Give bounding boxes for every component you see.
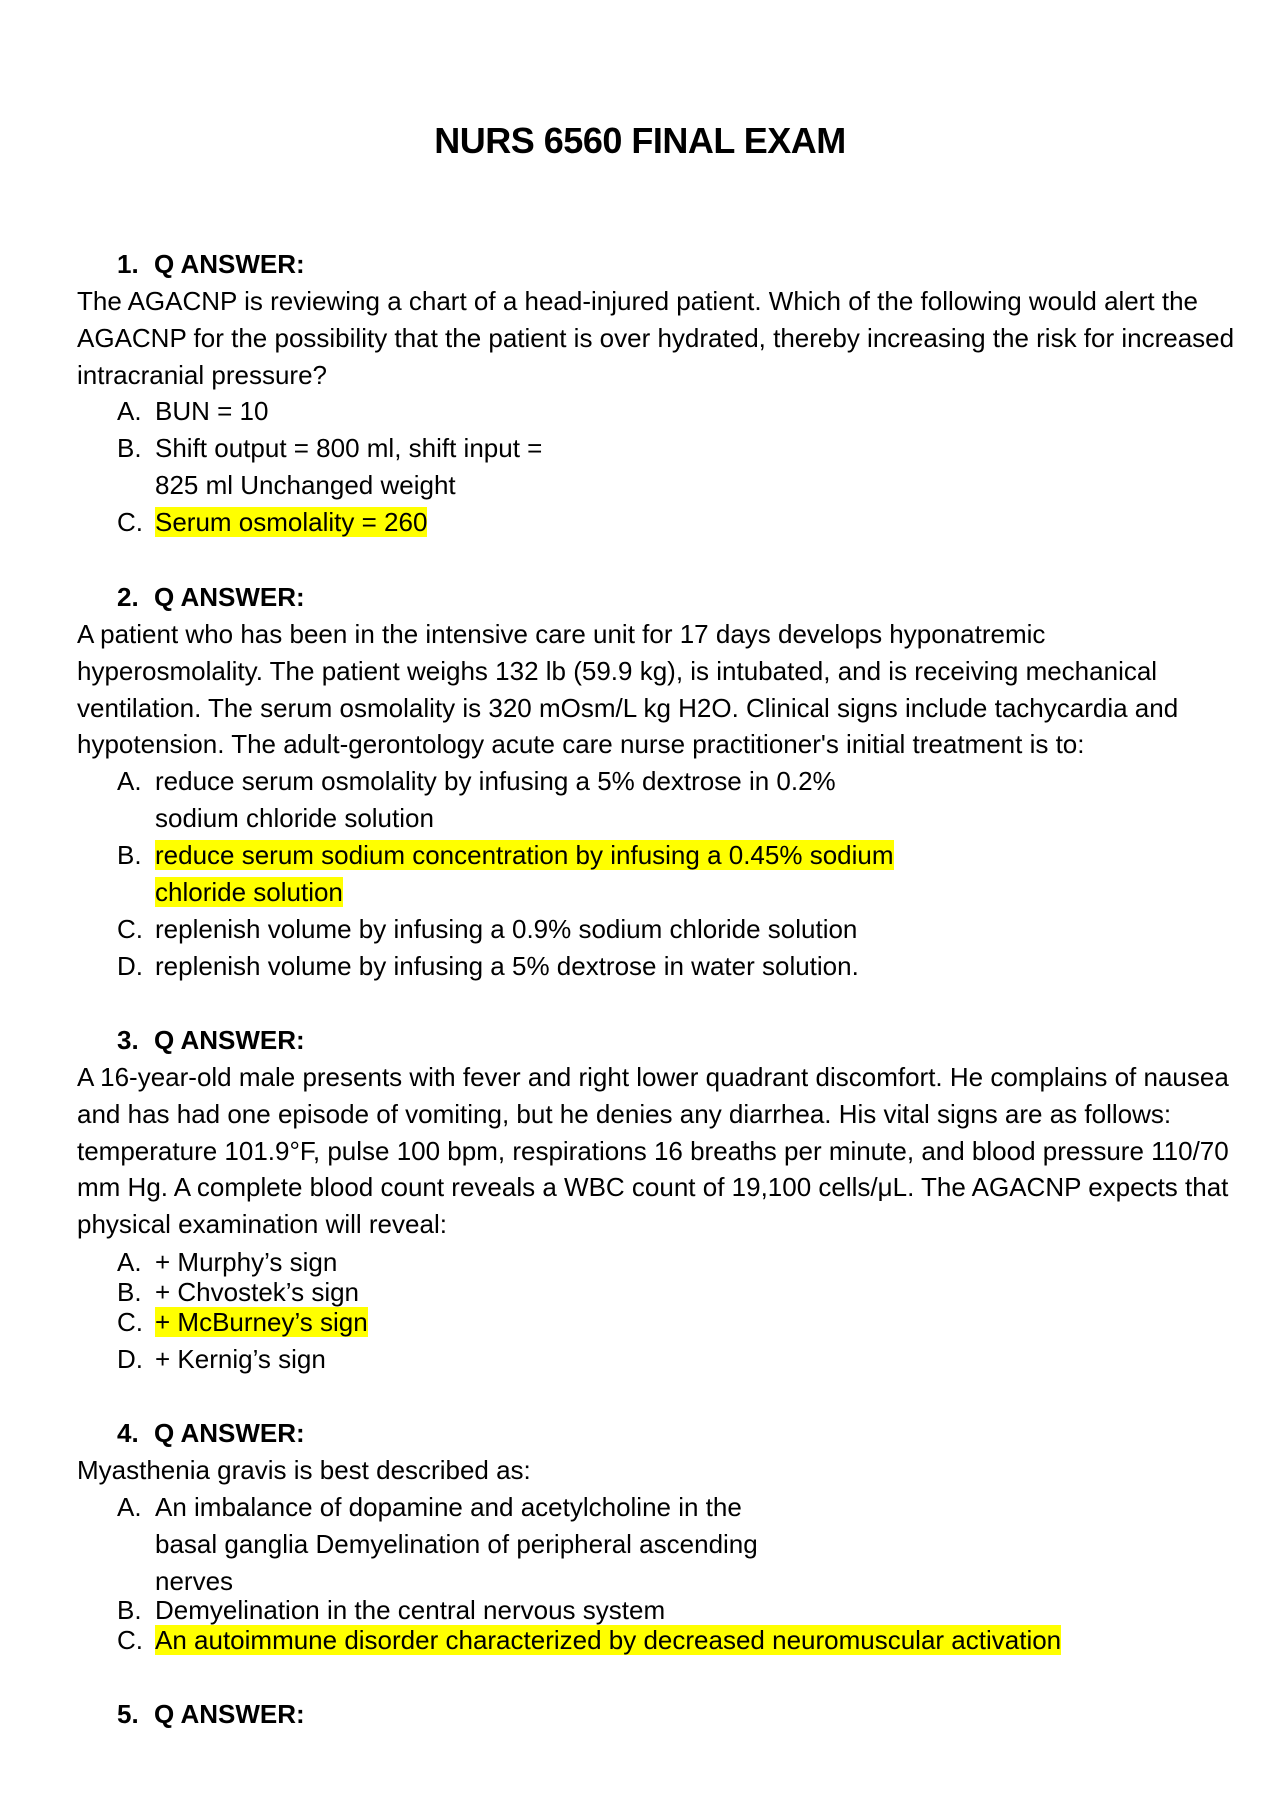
- option-letter: C.: [117, 1307, 143, 1337]
- option-text: + Chvostek’s sign: [155, 1277, 360, 1307]
- option-text: BUN = 10: [155, 396, 269, 426]
- option-text: Demyelination in the central nervous system: [155, 1595, 666, 1625]
- option-text: + Kernig’s sign: [155, 1344, 326, 1374]
- highlighted-answer: + McBurney’s sign: [155, 1307, 368, 1337]
- option-text-line-2: 825 ml Unchanged weight: [155, 469, 456, 500]
- option-text-line-2: sodium chloride solution: [155, 802, 434, 833]
- option-letter: D.: [117, 1344, 143, 1374]
- question-label: Q ANSWER:: [154, 1418, 305, 1448]
- question-number: 4.: [117, 1418, 139, 1448]
- question-4-option-c: [117, 1622, 1217, 1659]
- question-2-option-d: [117, 948, 1217, 985]
- highlighted-answer: reduce serum sodium concentration by infusing a 0.45% sodium: [155, 840, 894, 870]
- question-label: Q ANSWER:: [154, 582, 305, 612]
- question-2-option-a: [117, 763, 1217, 837]
- question-3-option-d: [117, 1341, 1217, 1378]
- option-letter: A.: [117, 1492, 142, 1522]
- option-text: replenish volume by infusing a 0.9% sodium chloride solution: [155, 914, 858, 944]
- highlighted-answer: An autoimmune disorder characterized by decreased neuromuscular activation: [155, 1625, 1062, 1655]
- question-label: Q ANSWER:: [154, 1025, 305, 1055]
- option-letter: B.: [117, 433, 142, 463]
- option-text: reduce serum osmolality by infusing a 5% dextrose in 0.2%: [155, 766, 836, 796]
- option-text: replenish volume by infusing a 5% dextrose in water solution.: [155, 951, 859, 981]
- question-number: 2.: [117, 582, 139, 612]
- option-letter: B.: [117, 840, 142, 870]
- option-letter: A.: [117, 1247, 142, 1277]
- question-3-option-c: [117, 1304, 1217, 1341]
- question-number: 3.: [117, 1025, 139, 1055]
- question-3-header: [117, 1022, 305, 1058]
- option-letter: A.: [117, 396, 142, 426]
- option-letter: C.: [117, 507, 143, 537]
- question-number: 5.: [117, 1699, 139, 1729]
- question-number: 1.: [117, 249, 139, 279]
- option-text: + Murphy’s sign: [155, 1247, 338, 1277]
- page-title: NURS 6560 FINAL EXAM: [434, 120, 846, 161]
- option-letter: B.: [117, 1595, 142, 1625]
- question-4-option-a: [117, 1489, 1217, 1599]
- question-1-header: [117, 246, 305, 282]
- question-label: Q ANSWER:: [154, 249, 305, 279]
- option-letter: C.: [117, 1625, 143, 1655]
- option-text-line-3: nerves: [155, 1565, 234, 1596]
- question-5-header: [117, 1696, 305, 1732]
- option-letter: B.: [117, 1277, 142, 1307]
- question-1-option-a: [117, 393, 1217, 430]
- option-text-line-2: basal ganglia Demyelination of peripheral ascending: [155, 1528, 758, 1559]
- option-letter: A.: [117, 766, 142, 796]
- question-1-option-c: [117, 504, 1217, 541]
- question-2-header: [117, 579, 305, 615]
- highlighted-answer-line-2: chloride solution: [155, 876, 343, 907]
- question-4-header: [117, 1415, 305, 1451]
- question-4-stem: Myasthenia gravis is best described as:: [77, 1455, 531, 1485]
- highlighted-answer: Serum osmolality = 260: [155, 507, 428, 537]
- question-2-option-b: [117, 837, 1217, 911]
- option-text: Shift output = 800 ml, shift input =: [155, 433, 543, 463]
- option-letter: C.: [117, 914, 143, 944]
- question-2-stem: A patient who has been in the intensive care unit for 17 days develops hyponatremic hyperosmolality. The patient weighs 132 lb (59.9 kg), is intubated, and is receiving mechanical ventilation. The serum osmolality is 320 mOsm/L kg H2O. Clinical signs include tachycardia and hypotension. The adult-gerontology acute care nurse practitioner's initial treatment is to:: [77, 619, 1179, 760]
- question-2-option-c: [117, 911, 1217, 948]
- option-text: An imbalance of dopamine and acetylcholine in the: [155, 1492, 742, 1522]
- question-1-stem: The AGACNP is reviewing a chart of a head-injured patient. Which of the following would alert the AGACNP for the possibility that the patient is over hydrated, thereby increasing the risk for increased intracranial pressure?: [77, 286, 1235, 390]
- question-3-stem: A 16-year-old male presents with fever and right lower quadrant discomfort. He complains of nausea and has had one episode of vomiting, but he denies any diarrhea. His vital signs are as follows: temperature 101.9°F, pulse 100 bpm, respirations 16 breaths per minute, and blood pressure 110/70 mm Hg. A complete blood count reveals a WBC count of 19,100 cells/μL. The AGACNP expects that physical examination will reveal:: [77, 1062, 1229, 1240]
- question-1-option-b: [117, 430, 1217, 504]
- option-letter: D.: [117, 951, 143, 981]
- question-label: Q ANSWER:: [154, 1699, 305, 1729]
